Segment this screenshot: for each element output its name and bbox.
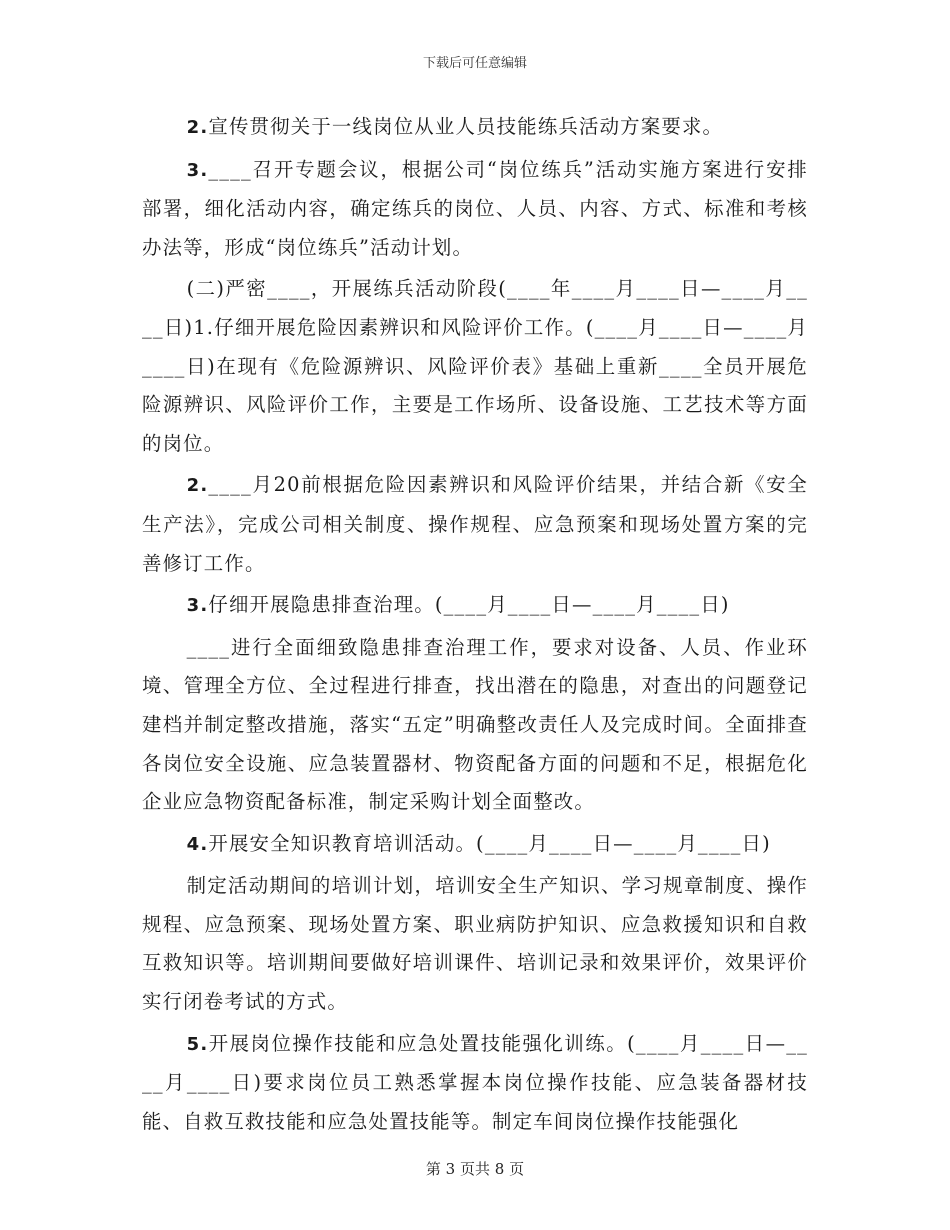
- item-number: 3.: [186, 595, 209, 617]
- paragraph-text: ____月20前根据危险因素辨识和风险评价结果，并结合新《安全生产法》，完成公司相关制度、操作规程、应急预案和现场处置方案的完善修订工作。: [142, 473, 808, 575]
- paragraph-item-5: [142, 1025, 808, 1142]
- document-body: [142, 108, 808, 1144]
- paragraph-item-2: [142, 108, 808, 148]
- page-header: 下载后可任意编辑: [422, 56, 527, 71]
- item-number: 5.: [186, 1033, 209, 1055]
- paragraph-text: 宣传贯彻关于一线岗位从业人员技能练兵活动方案要求。: [208, 115, 724, 138]
- paragraph-text: 仔细开展隐患排查治理。(____月____日—____月____日): [208, 593, 730, 617]
- paragraph-training-detail: [142, 867, 808, 1021]
- paragraph-text: ____进行全面细致隐患排查治理工作，要求对设备、人员、作业环境、管理全方位、全过程进行排查，找出潜在的隐患，对查出的问题登记建档并制定整改措施，落实“五定”明确整改责任人及完成时间。全面排查各岗位安全设施、应急装置器材、物资配备方面的问题和不足，根据危化企业应急物资配备标准，制定采购计划全面整改。: [142, 635, 808, 814]
- item-number: 4.: [186, 833, 209, 855]
- paragraph-item-3b: [142, 586, 808, 626]
- paragraph-item-3: [142, 151, 808, 268]
- paragraph-item-4: [142, 825, 808, 865]
- paragraph-text: (二)严密____，开展练兵活动阶段(____年____月____日—____月____日)1.仔细开展危险因素辨识和风险评价工作。(____月____日—____月____日)在现有《危险源辨识、风险评价表》基础上重新____全员开展危险源辨识、风险评价工作，主要是工作场所、设备设施、工艺技术等方面的岗位。: [142, 277, 808, 455]
- item-number: 2.: [186, 117, 209, 138]
- paragraph-text: 开展岗位操作技能和应急处置技能强化训练。(____月____日—____月____日)要求岗位员工熟悉掌握本岗位操作技能、应急装备器材技能、自救互救技能和应急处置技能等。制定车间岗位操作技能强化: [142, 1031, 808, 1133]
- page-footer: 第 3 页共 8 页: [425, 1160, 525, 1178]
- item-number: 3.: [186, 159, 209, 181]
- paragraph-hazard-detail: [142, 629, 808, 822]
- item-number: 2.: [186, 475, 209, 497]
- paragraph-section-2: [142, 270, 808, 463]
- paragraph-text: 开展安全知识教育培训活动。(____月____日—____月____日): [208, 831, 771, 855]
- paragraph-text: 制定活动期间的培训计划，培训安全生产知识、学习规章制度、操作规程、应急预案、现场处置方案、职业病防护知识、应急救援知识和自救互救知识等。培训期间要做好培训课件、培训记录和效果评价，效果评价实行闭卷考试的方式。: [142, 874, 808, 1014]
- paragraph-text: ____召开专题会议，根据公司“岗位练兵”活动实施方案进行安排部署，细化活动内容，确定练兵的岗位、人员、内容、方式、标准和考核办法等，形成“岗位练兵”活动计划。: [142, 157, 808, 259]
- paragraph-item-2b: [142, 466, 808, 583]
